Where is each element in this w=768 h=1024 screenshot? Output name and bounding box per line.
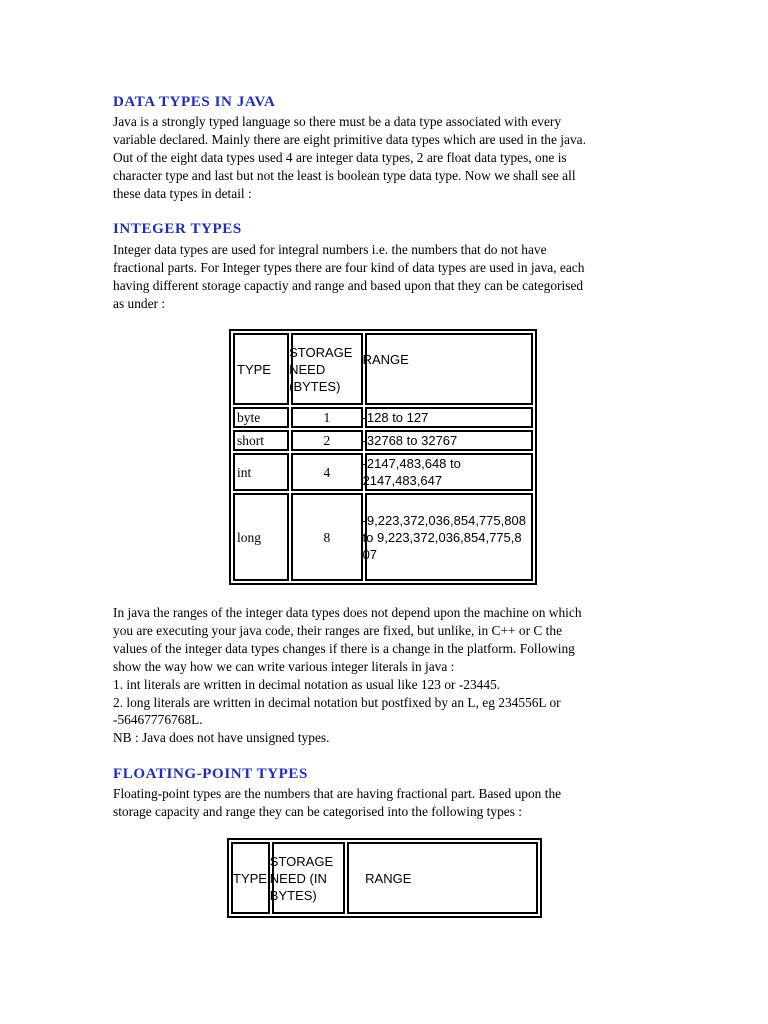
header-type: TYPE — [231, 842, 270, 914]
header-storage: STORAGE NEED (IN BYTES) — [272, 842, 345, 914]
cell-range: -2147,483,648 to 2147,483,647 — [365, 453, 533, 491]
text-line: 1. int literals are written in decimal notation as usual like 123 or -23445. — [113, 676, 501, 692]
text-line: show the way how we can write various integer literals in java : — [113, 658, 455, 674]
text-line: Integer data types are used for integral numbers i.e. the numbers that do not have — [113, 242, 547, 257]
table-header-row — [231, 842, 538, 914]
integer-paragraph — [113, 241, 584, 313]
table-row — [233, 453, 533, 491]
text-line: -56467776768L. — [113, 712, 203, 728]
table-row — [233, 407, 533, 428]
table-header-row — [233, 333, 533, 405]
header-range: RANGE — [347, 842, 538, 914]
table-row — [233, 493, 533, 581]
text-line: storage capacity and range they can be categorised into the following types : — [113, 803, 523, 819]
text-line: Floating-point types are the numbers that are having fractional part. Based upon the — [113, 786, 562, 801]
section-heading-integer-types: INTEGER TYPES — [113, 221, 242, 237]
cell-range: -32768 to 32767 — [365, 430, 533, 451]
text-line: In java the ranges of the integer data types does not depend upon the machine on which — [113, 605, 582, 620]
header-storage: STORAGE NEED (BYTES) — [291, 333, 362, 405]
cell-type: byte — [233, 407, 289, 428]
text-line: values of the integer data types changes if there is a change in the platform. Following — [113, 640, 575, 656]
text-line: character type and last but not the least is boolean type data type. Now we shall see all — [113, 167, 576, 183]
text-line: having different storage capactiy and range and based upon that they can be categorised — [113, 277, 584, 293]
section-heading-floating-point: FLOATING-POINT TYPES — [113, 766, 308, 782]
cell-range: -9,223,372,036,854,775,808 to 9,223,372,036,854,775,807 — [365, 493, 533, 581]
text-line: 2. long literals are written in decimal notation but postfixed by an L, eg 234556L or — [113, 694, 561, 710]
cell-storage: 4 — [291, 453, 362, 491]
text-line: you are executing your java code, their ranges are fixed, but unlike, in C++ or C the — [113, 622, 563, 638]
text-line: these data types in detail : — [113, 185, 252, 201]
cell-range: -128 to 127 — [365, 407, 533, 428]
integer-types-table — [229, 329, 537, 585]
text-line: Out of the eight data types used 4 are integer data types, 2 are float data types, one is — [113, 149, 567, 165]
table-row — [233, 430, 533, 451]
section-heading-data-types: DATA TYPES IN JAVA — [113, 94, 276, 110]
text-line: Java is a strongly typed language so there must be a data type associated with every — [113, 114, 562, 129]
header-type: TYPE — [233, 333, 289, 405]
text-line: fractional parts. For Integer types there are four kind of data types are used in java, each — [113, 259, 585, 275]
integer-notes-paragraph — [113, 604, 582, 747]
cell-type: long — [233, 493, 289, 581]
floating-types-table — [227, 838, 542, 918]
cell-storage: 8 — [291, 493, 362, 581]
float-paragraph — [113, 785, 561, 821]
cell-storage: 1 — [291, 407, 362, 428]
text-line: variable declared. Mainly there are eight primitive data types which are used in the java. — [113, 131, 586, 147]
header-range: RANGE — [365, 333, 533, 405]
cell-storage: 2 — [291, 430, 362, 451]
cell-type: short — [233, 430, 289, 451]
cell-type: int — [233, 453, 289, 491]
intro-paragraph — [113, 113, 586, 203]
text-line: as under : — [113, 295, 166, 311]
text-line: NB : Java does not have unsigned types. — [113, 730, 330, 746]
